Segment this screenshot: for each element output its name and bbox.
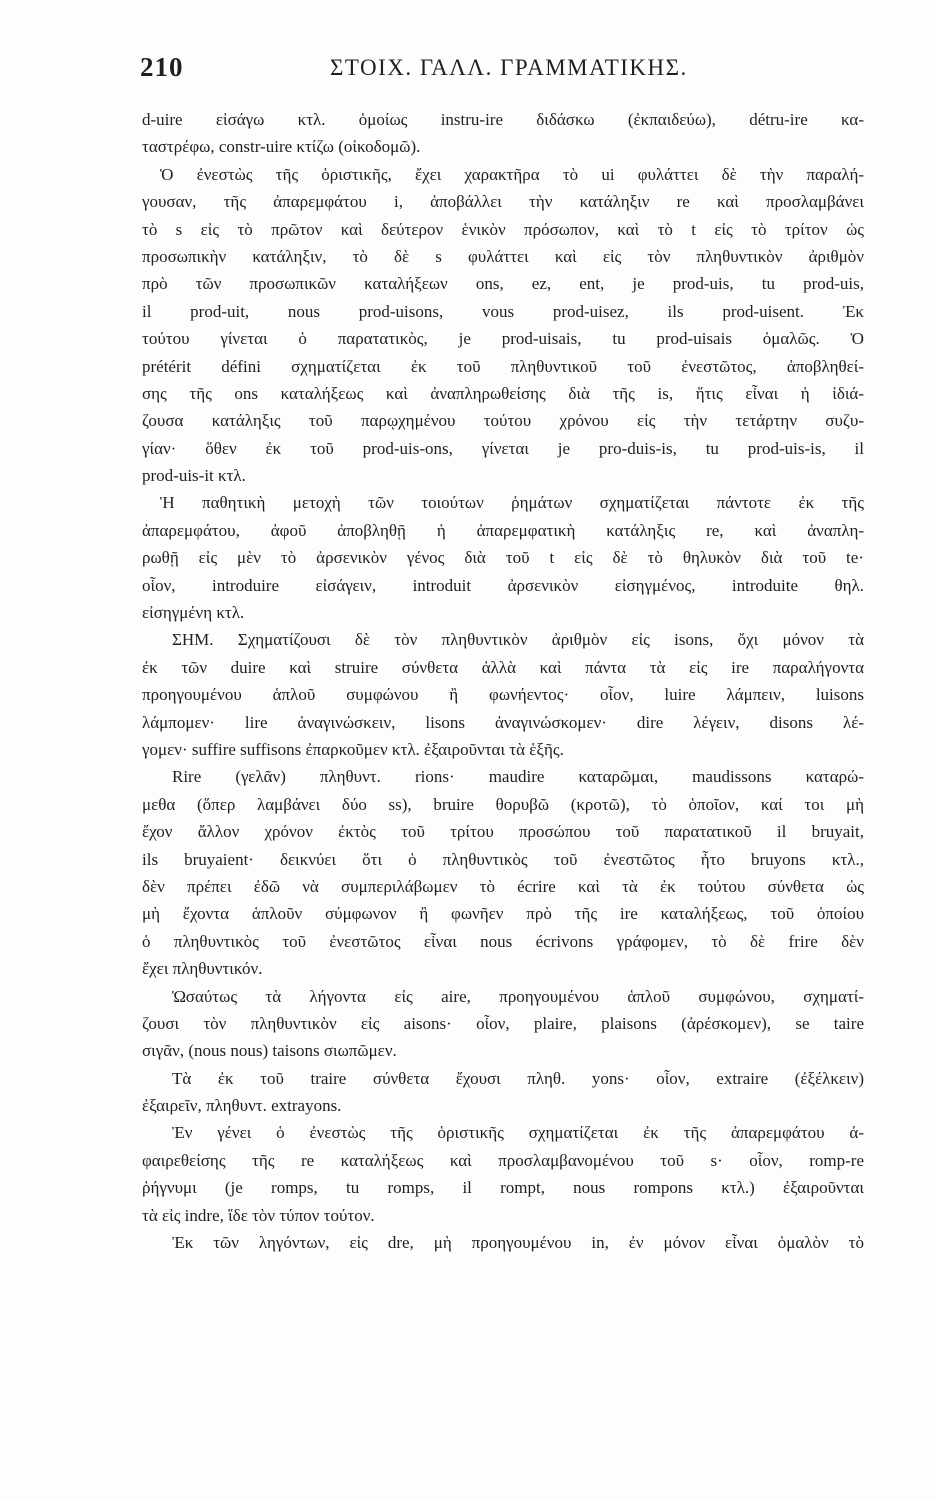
text-line: ἐκ τῶν duire καὶ struire σύνθετα ἀλλὰ καὶ πάντα τὰ εἰς ire παραλήγοντα bbox=[142, 657, 864, 677]
text-line: εἰσηγμένη κτλ. bbox=[142, 603, 245, 623]
text-line: Ἡ παθητικὴ μετοχὴ τῶν τοιούτων ῥημάτων σχηματίζεται πάντοτε ἐκ τῆς bbox=[160, 493, 864, 513]
text-line: Ὡσαύτως τὰ λήγοντα εἰς aire, προηγουμένου ἁπλοῦ συμφώνου, σχηματί- bbox=[172, 986, 864, 1006]
page-header bbox=[140, 52, 862, 92]
running-title: ΣΤΟΙΧ. ΓΑΛΛ. ΓΡΑΜΜΑΤΙΚΗΣ. bbox=[330, 55, 688, 80]
text-line: ρωθῇ εἰς μὲν τὸ ἀρσενικὸν γένος διὰ τοῦ t εἰς δὲ τὸ θηλυκὸν διὰ τοῦ te· bbox=[142, 548, 864, 568]
text-line: ταστρέφω, constr-uire κτίζω (οἰκοδομῶ). bbox=[142, 137, 421, 157]
text-line: γίαν· ὅθεν ἐκ τοῦ prod-uis-ons, γίνεται je pro-duis-is, tu prod-uis-is, il bbox=[142, 438, 864, 458]
text-line: τὰ εἰς indre, ἴδε τὸν τύπον τούτον. bbox=[142, 1205, 375, 1225]
text-line: d-uire εἰσάγω κτλ. ὁμοίως instru-ire διδάσκω (ἐκπαιδεύω), détru-ire κα- bbox=[142, 110, 864, 129]
text-line: γομεν· suffire suffisons ἐπαρκοῦμεν κτλ. ἐξαιροῦνται τὰ ἑξῆς. bbox=[142, 739, 564, 759]
note-line: ΣΗΜ. Σχηματίζουσι δὲ τὸν πληθυντικὸν ἀριθμὸν εἰς isons, ὄχι μόνον τὰ bbox=[172, 630, 864, 650]
text-line: Ἐν γένει ὁ ἐνεστὼς τῆς ὁριστικῆς σχηματίζεται ἐκ τῆς ἀπαρεμφάτου ἀ- bbox=[172, 1123, 864, 1143]
text-line: μεθα (ὅπερ λαμβάνει δύο ss), bruire θορυβῶ (κροτῶ), τὸ ὁποῖον, καί τοι μὴ bbox=[142, 794, 864, 814]
text-line: σιγᾶν, (nous nous) taisons σιωπῶμεν. bbox=[142, 1041, 397, 1061]
text-line: Ἐκ τῶν ληγόντων, εἰς dre, μὴ προηγουμένου in, ἐν μόνον εἶναι ὁμαλὸν τὸ bbox=[172, 1233, 864, 1253]
text-line: πρὸ τῶν προσωπικῶν καταλήξεων ons, ez, ent, je prod-uis, tu prod-uis, bbox=[142, 274, 864, 294]
text-line: Τὰ ἐκ τοῦ traire σύνθετα ἔχουσι πληθ. yons· οἷον, extraire (ἐξέλκειν) bbox=[172, 1068, 864, 1088]
text-line: ἐξαιρεῖν, πληθυντ. extrayons. bbox=[142, 1096, 342, 1116]
text-line: ἀπαρεμφάτου, ἀφοῦ ἀποβληθῇ ἡ ἀπαρεμφατικὴ κατάληξις re, καὶ ἀναπλη- bbox=[142, 520, 864, 540]
text-line: οἷον, introduire εἰσάγειν, introduit ἀρσενικὸν εἰσηγμένος, introduite θηλ. bbox=[142, 575, 864, 595]
text-line: prétérit défini σχηματίζεται ἐκ τοῦ πληθυντικοῦ τοῦ ἐνεστῶτος, ἀποβληθεί- bbox=[142, 356, 864, 376]
text-line: Rire (γελᾶν) πληθυντ. rions· maudire καταρῶμαι, maudissons καταρώ- bbox=[172, 767, 864, 787]
text-line: Ὁ ἐνεστὼς τῆς ὁριστικῆς, ἔχει χαρακτῆρα τὸ ui φυλάττει δὲ τὴν παραλή- bbox=[160, 164, 864, 184]
text-line: προηγουμένου ἁπλοῦ συμφώνου ἢ φωνήεντος· οἷον, luire λάμπειν, luisons bbox=[142, 685, 864, 705]
text-line: ῥήγνυμι (je romps, tu romps, il rompt, nous rompons κτλ.) ἐξαιροῦνται bbox=[142, 1178, 864, 1198]
text-line: ζουσα κατάληξις τοῦ παρῳχημένου τούτου χρόνου εἰς τὴν τετάρτην συζυ- bbox=[142, 411, 864, 431]
page-number: 210 bbox=[140, 52, 184, 82]
text-line: μὴ ἔχοντα ἁπλοῦν σύμφωνον ἢ φωνῆεν πρὸ τῆς ire καταλήξεως, τοῦ ὁποίου bbox=[142, 904, 864, 924]
text-line: γουσαν, τῆς ἀπαρεμφάτου i, ἀποβάλλει τὴν κατάληξιν re καὶ προσλαμβάνει bbox=[142, 192, 864, 212]
text-line: ἔχον ἄλλον χρόνον ἐκτὸς τοῦ τρίτου προσώπου τοῦ παρατατικοῦ il bruyait, bbox=[142, 822, 864, 842]
text-line: τούτου γίνεται ὁ παρατατικὸς, je prod-uisais, tu prod-uisais ὁμαλῶς. Ὁ bbox=[142, 329, 864, 349]
text-line: ils bruyaient· δεικνύει ὅτι ὁ πληθυντικὸς τοῦ ἐνεστῶτος ἦτο bruyons κτλ., bbox=[142, 849, 864, 869]
text-line: προσωπικὴν κατάληξιν, τὸ δὲ s φυλάττει καὶ εἰς τὸν πληθυντικὸν ἀριθμὸν bbox=[142, 246, 864, 266]
text-line: il prod-uit, nous prod-uisons, vous prod-uisez, ils prod-uisent. Ἐκ bbox=[142, 301, 864, 321]
text-line: ζουσι τὸν πληθυντικὸν εἰς aisons· οἷον, plaire, plaisons (ἀρέσκομεν), se taire bbox=[142, 1013, 864, 1033]
text-line: ὁ πληθυντικὸς τοῦ ἐνεστῶτος εἶναι nous écrivons γράφομεν, τὸ δὲ frire δὲν bbox=[142, 931, 864, 951]
text-line: λάμπομεν· lire ἀναγινώσκειν, lisons ἀναγινώσκομεν· dire λέγειν, disons λέ- bbox=[142, 712, 864, 732]
text-line: φαιρεθείσης τῆς re καταλήξεως καὶ προσλαμβανομένου τοῦ s· οἷον, romp-re bbox=[142, 1150, 864, 1170]
text-line: ἔχει πληθυντικόν. bbox=[142, 959, 263, 979]
body-text bbox=[142, 106, 864, 1256]
text-line: σης τῆς ons καταλήξεως καὶ ἀναπληρωθείσης διὰ τῆς is, ἥτις εἶναι ἡ ἰδιά- bbox=[142, 383, 864, 403]
text-line: prod-uis-it κτλ. bbox=[142, 466, 246, 486]
text-line: τὸ s εἰς τὸ πρῶτον καὶ δεύτερον ἑνικὸν πρόσωπον, καὶ τὸ t εἰς τὸ τρίτον ὡς bbox=[142, 219, 864, 239]
text-line: δὲν πρέπει ἐδῶ νὰ συμπεριλάβωμεν τὸ écrire καὶ τὰ ἐκ τούτου σύνθετα ὡς bbox=[142, 876, 864, 896]
